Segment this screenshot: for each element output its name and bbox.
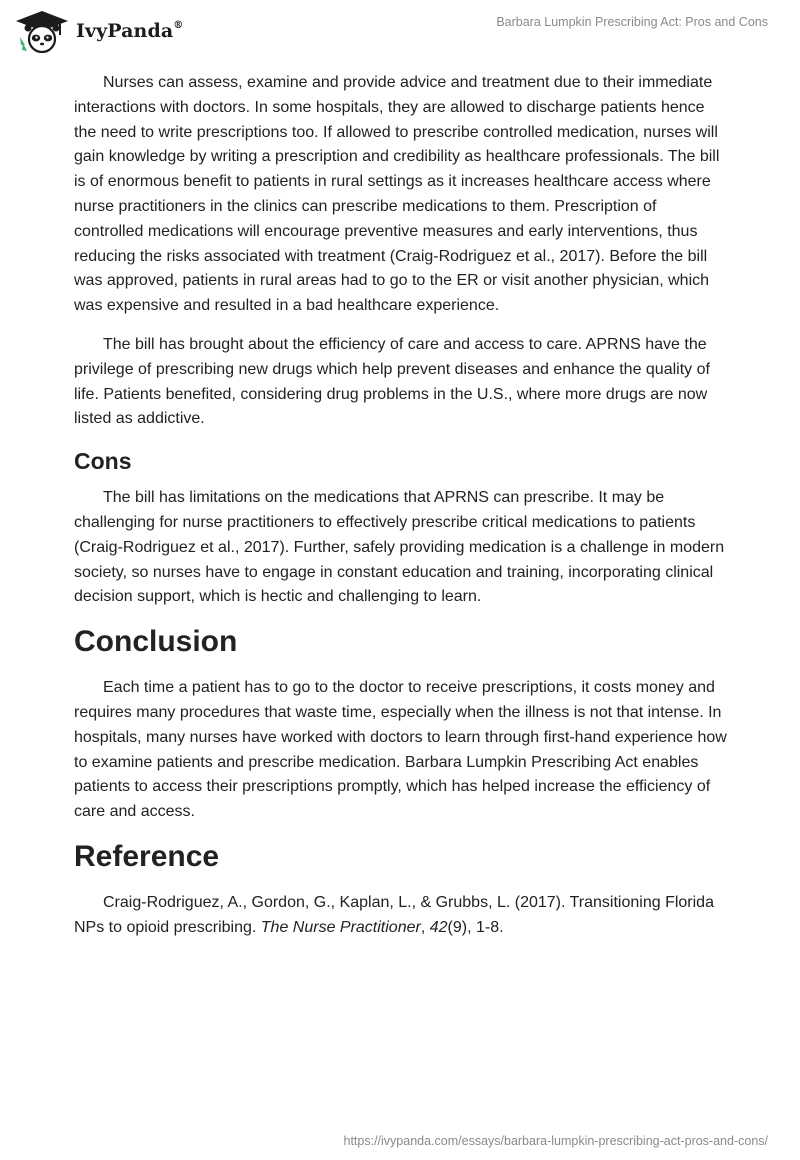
cons-heading: Cons bbox=[74, 448, 132, 475]
source-url[interactable]: https://ivypanda.com/essays/barbara-lumpkin-prescribing-act-pros-and-cons/ bbox=[343, 1134, 768, 1148]
paragraph: The bill has limitations on the medications that APRNS can prescribe. It may be challenging for nurse practitioners to effectively prescribe critical medications to patients (Craig-Rodriguez et al., 2017). Further, safely providing medication is a challenge in modern society, so nurses have to engage in constant education and training, incorporating clinical decision support, which is hectic and challenging to learn. bbox=[74, 489, 725, 606]
reference-heading: Reference bbox=[74, 839, 220, 873]
panda-graduate-icon bbox=[14, 9, 70, 53]
paragraph: The bill has brought about the efficiency of care and access to care. APRNS have the privilege of prescribing new drugs which help prevent diseases and enhance the quality of life. Patients benefited, considering drug problems in the U.S., where more drugs are now listed as addictive. bbox=[74, 335, 710, 428]
ivypanda-logo[interactable] bbox=[14, 9, 183, 53]
essay-content bbox=[74, 71, 728, 955]
document-title: Barbara Lumpkin Prescribing Act: Pros and Cons bbox=[496, 15, 768, 29]
conclusion-heading: Conclusion bbox=[74, 625, 238, 659]
paragraph: Nurses can assess, examine and provide advice and treatment due to their immediate interactions with doctors. In some hospitals, they are allowed to discharge patients hence the need to write prescriptions too. If allowed to prescribe controlled medication, nurses will gain knowledge by writing a prescription and credibility as healthcare professionals. The bill is of enormous benefit to patients in rural settings as it increases healthcare access where nurse practitioners in the clinics can prescribe medications to them. Prescription of controlled medications will encourage preventive measures and early interventions, thus reducing the risks associated with treatment (Craig-Rodriguez et al., 2017). Before the bill was approved, patients in rural areas had to go to the ER or visit another physician, which was expensive and resulted in a bad healthcare experience. bbox=[74, 74, 720, 315]
page-header bbox=[0, 0, 800, 60]
logo-text: IvyPanda® bbox=[76, 19, 184, 42]
paragraph: Each time a patient has to go to the doctor to receive prescriptions, it costs money and requires many procedures that waste time, especially when the illness is not that intense. In hospitals, many nurses have worked with doctors to learn through first-hand experience how to examine patients and prescribe medication. Barbara Lumpkin Prescribing Act enables patients to access their prescriptions promptly, which has helped increase the efficiency of care and access. bbox=[74, 679, 727, 821]
reference-entry: Craig-Rodriguez, A., Gordon, G., Kaplan, L., & Grubbs, L. (2017). Transitioning Florida NPs to opioid prescribing. The Nurse Practitioner, 42(9), 1-8. bbox=[74, 893, 714, 936]
